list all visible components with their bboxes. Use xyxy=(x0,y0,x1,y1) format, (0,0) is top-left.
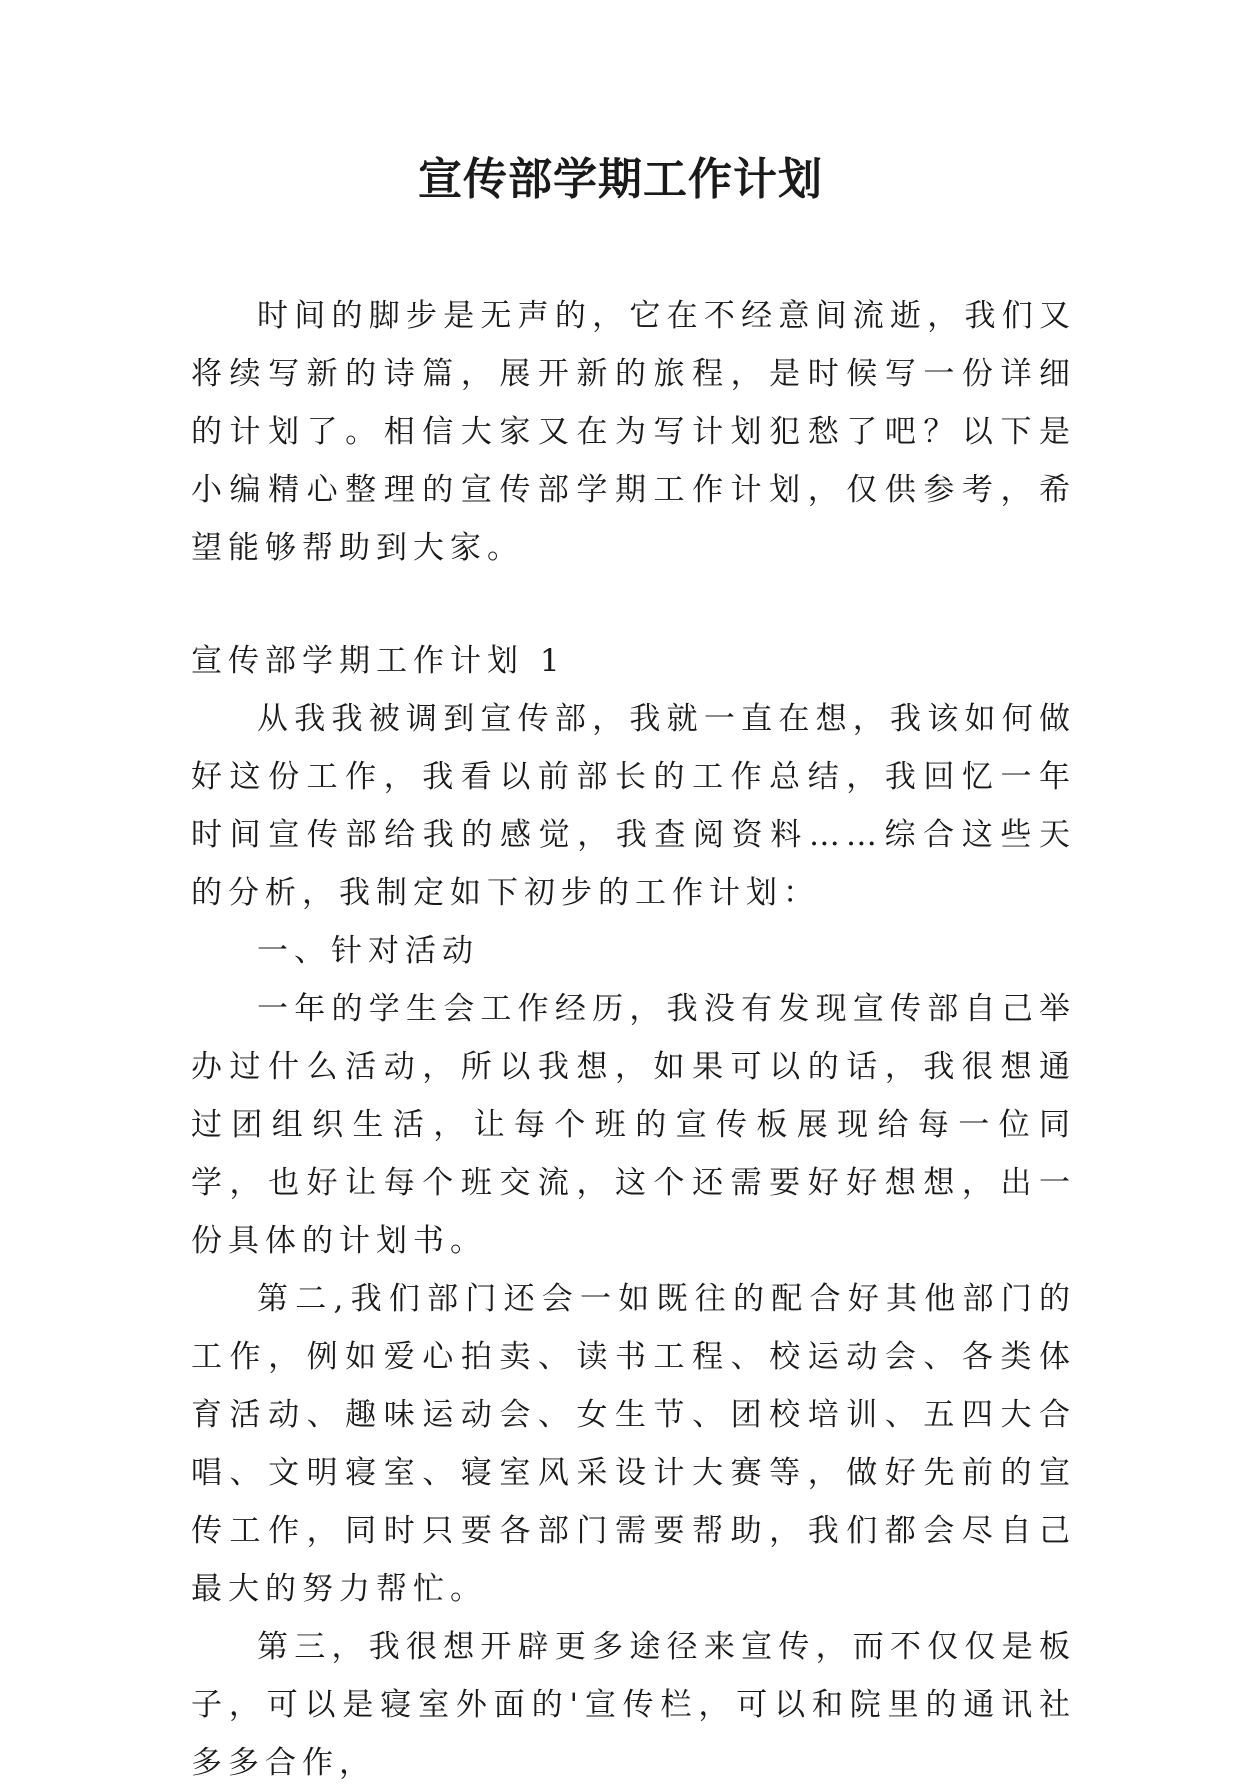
body-paragraph: 从我我被调到宣传部，我就一直在想，我该如何做好这份工作，我看以前部长的工作总结，我回忆一年时间宣传部给我的感觉，我查阅资料……综合这些天的分析，我制定如下初步的工作计划： xyxy=(191,701,1076,911)
intro-paragraph: 时间的脚步是无声的，它在不经意间流逝，我们又将续写新的诗篇，展开新的旅程，是时候写一份详细的计划了。相信大家又在为写计划犯愁了吧？以下是小编精心整理的宣传部学期工作计划，仅供参考，希望能够帮助到大家。 xyxy=(191,298,1076,566)
document-body xyxy=(191,287,1076,1792)
subheading-activities: 一、针对活动 xyxy=(257,933,479,969)
body-paragraph: 第三，我很想开辟更多途径来宣传，而不仅仅是板子，可以是寝室外面的'宣传栏，可以和院里的通讯社多多合作， xyxy=(191,1629,1076,1781)
body-paragraph: 一年的学生会工作经历，我没有发现宣传部自己举办过什么活动，所以我想，如果可以的话，我很想通过团组织生活，让每个班的宣传板展现给每一位同学，也好让每个班交流，这个还需要好好想想，出一份具体的计划书。 xyxy=(191,991,1076,1259)
paragraph-gap xyxy=(191,577,1076,632)
document-title: 宣传部学期工作计划 xyxy=(418,154,823,205)
section-heading: 宣传部学期工作计划 1 xyxy=(191,643,566,679)
body-paragraph: 第二,我们部门还会一如既往的配合好其他部门的工作，例如爱心拍卖、读书工程、校运动会、各类体育活动、趣味运动会、女生节、团校培训、五四大合唱、文明寝室、寝室风采设计大赛等，做好先前的宣传工作，同时只要各部门需要帮助，我们都会尽自己最大的努力帮忙。 xyxy=(191,1281,1076,1607)
